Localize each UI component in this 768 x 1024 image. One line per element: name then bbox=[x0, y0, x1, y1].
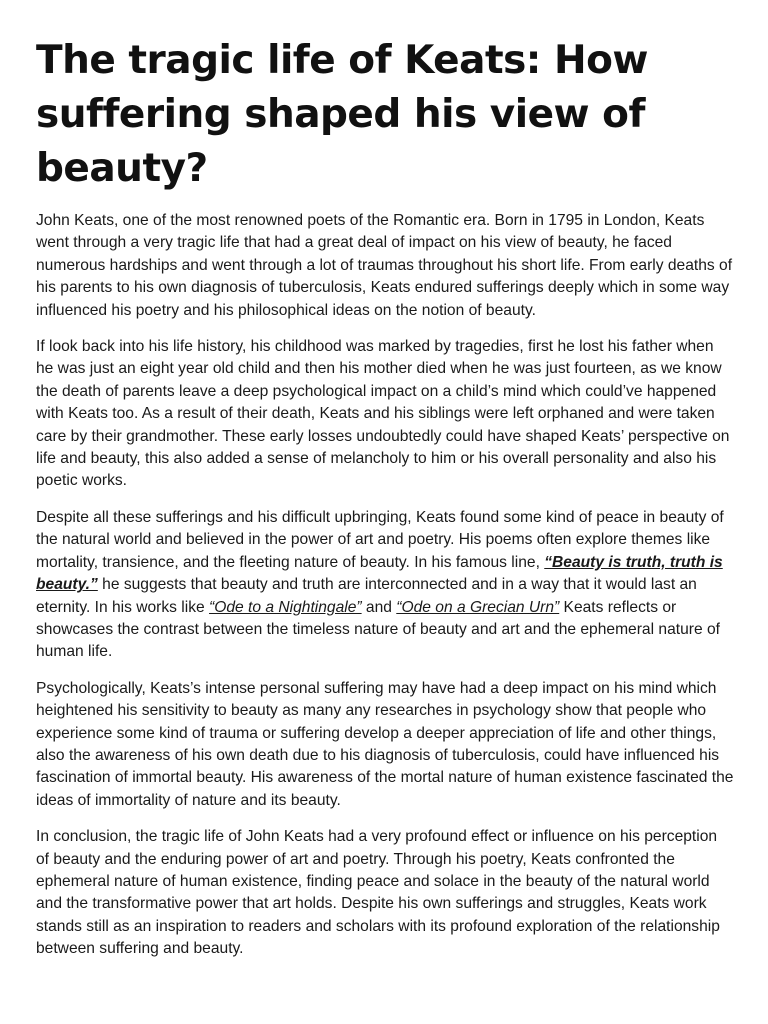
work-title-grecian-urn: “Ode on a Grecian Urn” bbox=[396, 598, 560, 616]
paragraph-psychology: Psychologically, Keats’s intense personal suffering may have had a deep impact on his mind which heightened his sensitivity to beauty as many any researches in psychology show that people who experience some kind of trauma or suffering develop a deeper appreciation of life and other things, also the awareness of his own death due to his diagnosis of tuberculosis, could have influenced his fascination of immortal beauty. His awareness of the mortal nature of human existence fascinated the ideas of immortality of nature and its beauty. bbox=[36, 679, 734, 809]
paragraph-themes-text-1: Despite all these sufferings and his difficult upbringing, Keats found some kind of peace in beauty of the natural world and believed in the power of art and poetry. His poems often explore themes like mortality, transience, and the fleeting nature of beauty. In his famous line, bbox=[36, 508, 724, 571]
paragraph-themes-text-3: and bbox=[361, 598, 397, 616]
paragraph-themes-text-2: he suggests that beauty and truth are interconnected and in a way that it would last an eternity. In his works like bbox=[36, 576, 697, 616]
paragraph-themes-text-4: Keats reflects or showcases the contrast between the timeless nature of beauty and art and the ephemeral nature of human life. bbox=[36, 598, 720, 661]
article-title: The tragic life of Keats: How suffering shaped his view of beauty? bbox=[36, 38, 648, 191]
famous-quote: “Beauty is truth, truth is beauty.” bbox=[36, 553, 723, 594]
paragraph-childhood: If look back into his life history, his childhood was marked by tragedies, first he lost his father when he was just an eight year old child and then his mother died when he was just fourteen, as we know the death of parents leave a deep psychological impact on a child’s mind which could’ve happened with Keats too. As a result of their death, Keats and his siblings were left orphaned and were taken care by their grandmother. These early losses undoubtedly could have shaped Keats’ perspective on life and beauty, this also added a sense of melancholy to him or his overall personality and also his poetic works. bbox=[36, 338, 730, 490]
work-title-nightingale: “Ode to a Nightingale” bbox=[209, 598, 362, 616]
paragraph-intro: John Keats, one of the most renowned poets of the Romantic era. Born in 1795 in London, Keats went through a very tragic life that had a great deal of impact on his view of beauty, he faced numerous hardships and went through a lot of traumas throughout his short life. From early deaths of his parents to his own diagnosis of tuberculosis, Keats endured sufferings deeply which in some way influenced his poetry and his philosophical ideas on the notion of beauty. bbox=[36, 212, 733, 319]
paragraph-conclusion: In conclusion, the tragic life of John Keats had a very profound effect or influence on his perception of beauty and the enduring power of art and poetry. Through his poetry, Keats confronted the ephemeral nature of human existence, finding peace and solace in the beauty of the natural world and the transformative power that art holds. Despite his own sufferings and struggles, Keats work stands still as an inspiration to readers and scholars with its profound exploration of the relationship between suffering and beauty. bbox=[36, 828, 720, 958]
paragraph-themes bbox=[36, 507, 734, 664]
